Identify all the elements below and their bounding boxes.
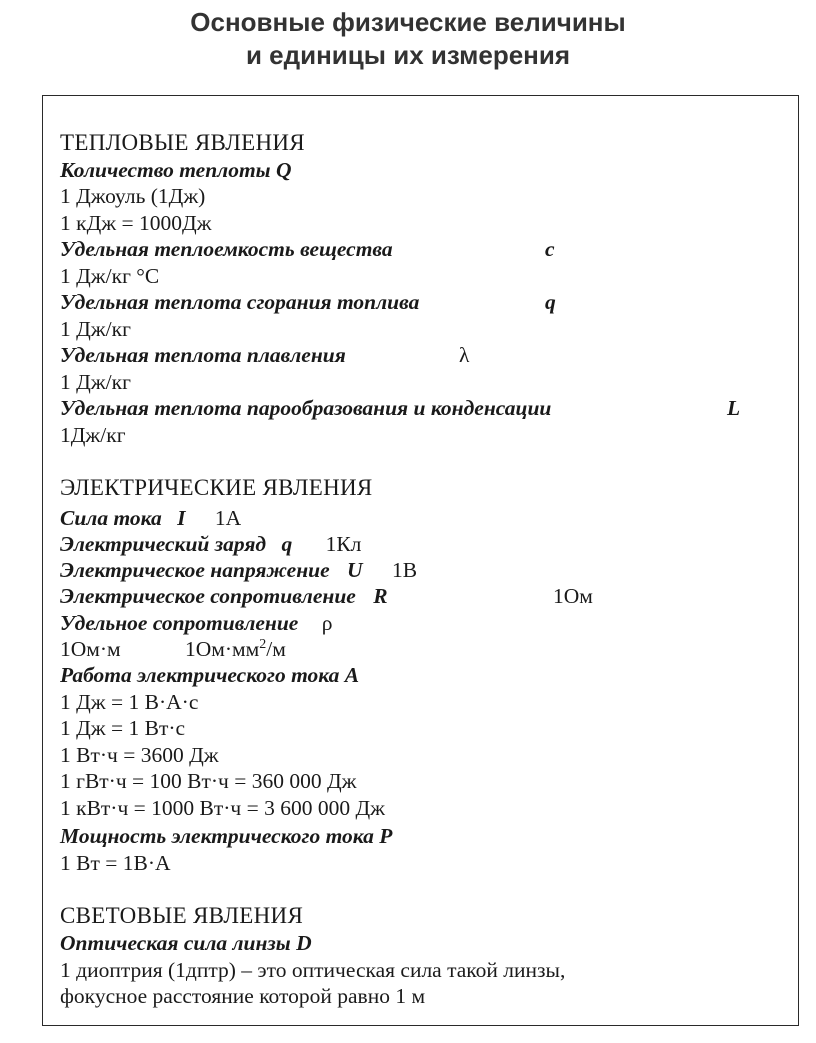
heat-unit-1: 1 Джоуль (1Дж) [60,184,206,208]
resistivity-unit-1: 1Ом·м [60,637,121,661]
specific-heat-unit: 1 Дж/кг °С [60,264,160,288]
combustion-label: Удельная теплота сгорания топлива [60,290,420,314]
work-unit-1: 1 Дж = 1 В·А·с [60,690,199,714]
page-title [0,6,816,72]
charge-unit: 1Кл [325,532,362,556]
light-heading: СВЕТОВЫЕ ЯВЛЕНИЯ [60,903,304,928]
specific-heat-label: Удельная теплоемкость вещества [60,237,393,261]
title-line-2: и единицы их измерения [245,40,571,70]
voltage-label: Электрическое напряжение [60,558,330,582]
optical-power-label: Оптическая сила линзы D [60,931,312,955]
vaporization-unit: 1Дж/кг [60,423,126,447]
work-unit-5: 1 кВт·ч = 1000 Вт·ч = 3 600 000 Дж [60,796,386,820]
resistance-unit: 1Ом [553,584,593,608]
work-label: Работа электрического тока A [60,663,360,687]
resistivity-unit-2 [185,636,286,662]
charge-row [60,531,361,557]
voltage-unit: 1В [391,558,418,582]
current-symbol: I [177,506,186,530]
voltage-symbol: U [347,558,363,582]
vaporization-label: Удельная теплота парообразования и конденсации [60,396,552,420]
voltage-row [60,557,417,583]
resistivity-unit-2-suffix: /м [266,637,286,661]
resistivity-unit-2-prefix: 1Ом·мм [185,637,260,661]
current-row [60,505,241,531]
electric-heading: ЭЛЕКТРИЧЕСКИЕ ЯВЛЕНИЯ [60,475,373,500]
charge-label: Электрический заряд [60,532,267,556]
diopter-definition-line-1: 1 диоптрия (1дптр) – это оптическая сила такой линзы, [60,958,566,982]
power-unit: 1 Вт = 1В·А [60,851,171,875]
fusion-label: Удельная теплота плавления [60,343,346,367]
combustion-unit: 1 Дж/кг [60,317,131,341]
heat-quantity-label: Количество теплоты Q [60,158,292,182]
combustion-symbol: q [545,290,556,314]
power-label: Мощность электрического тока P [60,824,393,848]
resistance-symbol: R [373,584,388,608]
current-label: Сила тока [60,506,162,530]
work-unit-3: 1 Вт·ч = 3600 Дж [60,743,219,767]
resistance-row [60,583,388,609]
resistance-label: Электрическое сопротивление [60,584,356,608]
diopter-definition-line-2: фокусное расстояние которой равно 1 м [60,984,426,1008]
vaporization-symbol: L [727,396,741,420]
work-unit-2: 1 Дж = 1 Вт·с [60,716,186,740]
fusion-symbol: λ [459,343,470,367]
work-unit-4: 1 гВт·ч = 100 Вт·ч = 360 000 Дж [60,769,357,793]
heat-unit-2: 1 кДж = 1000Дж [60,211,212,235]
title-line-1: Основные физические величины [190,7,626,37]
resistivity-row [60,610,332,636]
resistivity-symbol: ρ [321,611,333,635]
current-unit: 1А [214,506,242,530]
specific-heat-symbol: c [545,237,555,261]
thermal-heading: ТЕПЛОВЫЕ ЯВЛЕНИЯ [60,130,305,155]
resistivity-label: Удельное сопротивление [60,611,299,635]
resistivity-unit-2-sup: 2 [259,636,267,652]
charge-symbol: q [281,532,293,556]
fusion-unit: 1 Дж/кг [60,370,131,394]
